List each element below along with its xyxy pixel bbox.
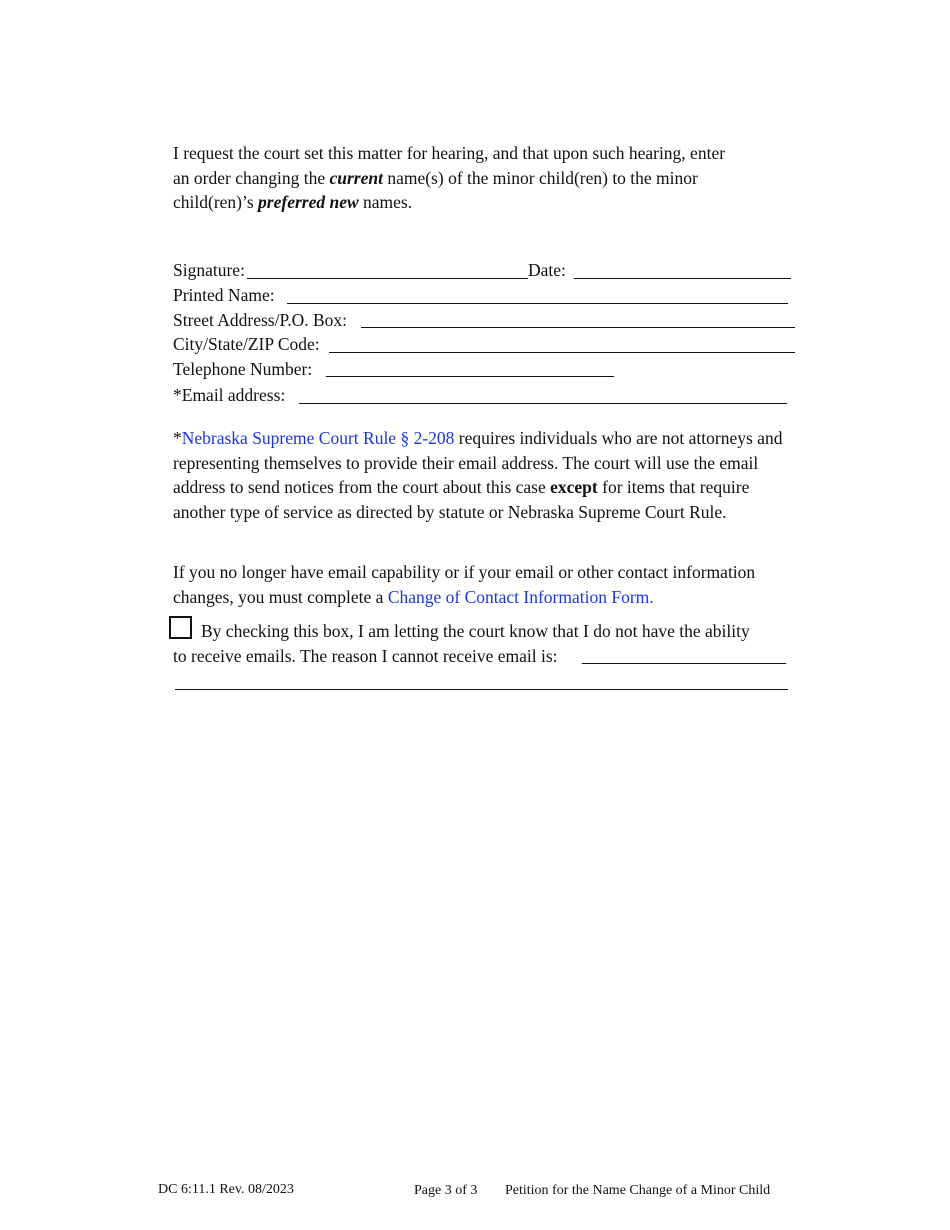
city-state-zip-label: City/State/ZIP Code: — [173, 334, 320, 354]
form-id: DC 6:11.1 Rev. 08/2023 — [158, 1182, 294, 1197]
preferred-new-emphasis: preferred new — [258, 192, 359, 212]
street-address-field[interactable] — [361, 327, 795, 328]
no-email-statement-line1: By checking this box, I am letting the court know that I do not have the ability — [201, 621, 750, 641]
contact-text: If you no longer have email capability or if your email or other contact information changes, you must complete a — [173, 562, 756, 607]
except-emphasis: except — [550, 477, 598, 497]
request-text: names. — [358, 192, 413, 212]
telephone-label: Telephone Number: — [173, 359, 313, 379]
date-field[interactable] — [574, 278, 791, 279]
email-rule-notice — [173, 426, 793, 524]
change-of-contact-form-link[interactable]: Change of Contact Information Form. — [387, 586, 654, 607]
city-state-zip-field[interactable] — [329, 352, 795, 353]
email-label: *Email address: — [173, 385, 286, 405]
no-email-reason-field-continued[interactable] — [175, 689, 788, 690]
signature-label: Signature: — [173, 260, 245, 280]
notice-text: for items that require another type of service as directed by statute or Nebraska Supreme Court Rule. — [173, 477, 750, 522]
form-title: Petition for the Name Change of a Minor Child — [505, 1183, 771, 1198]
signature-field[interactable] — [247, 278, 528, 279]
printed-name-label: Printed Name: — [173, 285, 275, 305]
no-email-reason-field[interactable] — [582, 663, 786, 664]
date-label: Date: — [528, 260, 566, 280]
current-emphasis: current — [329, 167, 383, 188]
supreme-court-rule-link[interactable]: Nebraska Supreme Court Rule § 2-208 — [181, 428, 455, 448]
contact-change-notice — [173, 560, 788, 609]
request-text: I request the court set this matter for hearing, and that upon such hearing, enter — [173, 143, 726, 163]
no-email-checkbox[interactable] — [169, 616, 192, 639]
request-text: an order changing the — [173, 167, 330, 188]
street-address-label: Street Address/P.O. Box: — [173, 310, 348, 330]
printed-name-field[interactable] — [287, 303, 788, 304]
request-paragraph — [173, 141, 798, 215]
page-number: Page 3 of 3 — [414, 1183, 478, 1198]
notice-text: requires individuals who are not attorneys and representing themselves to provide their email address. The court will use the email address to send notices from the court about this case — [173, 428, 783, 497]
no-email-statement-line2: to receive emails. The reason I cannot receive email is: — [173, 646, 558, 666]
telephone-field[interactable] — [326, 376, 614, 377]
request-text: name(s) of the minor child(ren) to the minor — [382, 167, 698, 188]
asterisk: * — [173, 428, 182, 448]
request-text: child(ren)’s — [173, 192, 259, 212]
email-field[interactable] — [299, 403, 787, 404]
